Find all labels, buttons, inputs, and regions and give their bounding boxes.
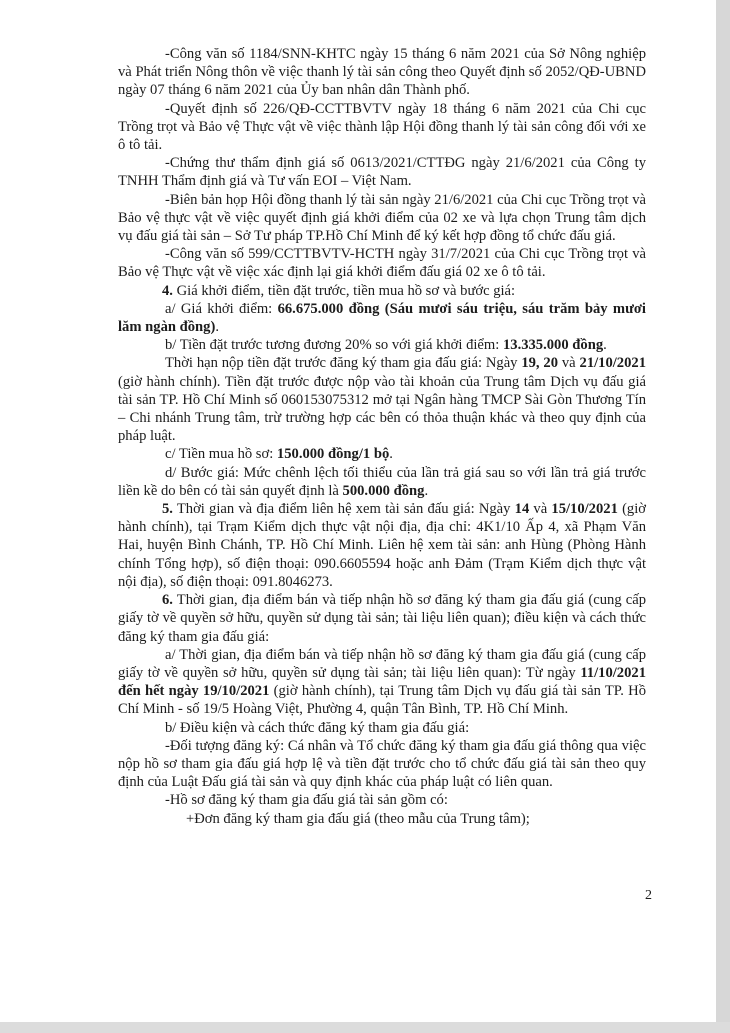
text-run: -Công văn số 599/CCTTBVTV-HCTH ngày 31/7/2021 của Chi cục Trồng trọt và Bảo vệ Thực vật về việc xác định lại giá khởi điểm đấu giá 02 xe ô tô tải. [118, 246, 646, 281]
paragraph [118, 100, 646, 155]
text-run: b/ Tiền đặt trước tương đương 20% so với giá khởi điểm: [165, 337, 503, 354]
text-run: -Quyết định số 226/QĐ-CCTTBVTV ngày 18 tháng 6 năm 2021 của Chi cục Trồng trọt và Bảo vệ Thực vật về việc thành lập Hội đồng thanh lý tài sản công đối với xe ô tô tải. [118, 100, 646, 154]
paragraph [118, 591, 646, 646]
bold-text: 15/10/2021 [551, 501, 618, 518]
bold-text: 5. [162, 501, 173, 518]
text-run: d/ Bước giá: Mức chênh lệch tối thiểu của lần trả giá sau so với lần trả giá trước liền kề do bên có tài sản quyết định là [118, 464, 646, 499]
text-run: -Chứng thư thẩm định giá số 0613/2021/CTTĐG ngày 21/6/2021 của Công ty TNHH Thẩm định giá và Tư vấn EOI – Việt Nam. [118, 155, 646, 190]
text-run: và [529, 501, 552, 518]
paragraph [118, 810, 646, 828]
paragraph [118, 464, 646, 500]
text-run: +Đơn đăng ký tham gia đấu giá (theo mẫu của Trung tâm); [186, 810, 530, 827]
text-run: . [389, 446, 393, 463]
text-run: (giờ hành chính), tại Trạm Kiểm dịch thực vật nội địa, địa chỉ: 4K1/10 Ấp 4, xã Phạm Văn Hai, huyện Bình Chánh, TP. Hồ Chí Minh. Liên hệ xem tài sản: anh Hùng (Phòng Hành chính Tổng hợp), số điện thoại: 090.6605594 hoặc anh Đảm (Trạm Kiểm dịch thực vật nội địa), số điện thoại: 091.8046273. [118, 501, 646, 590]
text-run: . [424, 482, 429, 499]
text-run: a/ Giá khởi điểm: [165, 300, 278, 317]
paragraph [118, 791, 646, 809]
bold-text: 14 [514, 501, 530, 518]
paragraph [118, 300, 646, 336]
text-run: (giờ hành chính), tại Trung tâm Dịch vụ đấu giá tài sản TP. Hồ Chí Minh - số 19/5 Hoàng Việt, Phường 4, quận Tân Bình, TP. Hồ Chí Minh. [118, 683, 646, 718]
bold-text: 150.000 đồng/1 bộ [276, 446, 390, 463]
bold-text: 11/10/2021 đến hết ngày 19/10/2021 [118, 664, 646, 700]
text-run: Giá khởi điểm, tiền đặt trước, tiền mua hồ sơ và bước giá: [172, 282, 516, 299]
text-run: b/ Điều kiện và cách thức đăng ký tham gia đấu giá: [165, 719, 470, 736]
text-run: -Biên bản họp Hội đồng thanh lý tài sản ngày 21/6/2021 của Chi cục Trồng trọt và Bảo vệ thực vật về việc quyết định giá khởi điểm của 02 xe và lựa chọn Trung tâm dịch vụ đấu giá tài sản – Sở Tư pháp TP.Hồ Chí Minh để ký kết hợp đồng tổ chức đấu giá. [118, 191, 646, 245]
scan-edge-right [716, 0, 730, 1033]
paragraph [118, 245, 646, 281]
text-run: Thời gian, địa điểm bán và tiếp nhận hồ sơ đăng ký tham gia đấu giá (cung cấp giấy tờ về quyền sở hữu, quyền sử dụng tài sản; tài liệu liên quan); điều kiện và cách thức đăng ký tham gia đấu giá: [118, 592, 646, 645]
paragraph [118, 191, 646, 246]
paragraph [118, 354, 646, 445]
bold-text: 6. [162, 592, 173, 609]
document-body [118, 45, 646, 828]
text-run: a/ Thời gian, địa điểm bán và tiếp nhận hồ sơ đăng ký tham gia đấu giá (cung cấp giấy tờ về quyền sở hữu, quyền sử dụng tài sản; tài liệu liên quan): Từ ngày [118, 646, 646, 681]
page-number: 2 [645, 888, 652, 903]
text-run: -Công văn số 1184/SNN-KHTC ngày 15 tháng 6 năm 2021 của Sở Nông nghiệp và Phát triển Nông thôn về việc thanh lý tài sản công theo Quyết định số 2052/QĐ-UBND ngày 07 tháng 6 năm 2021 của Ủy ban nhân dân Thành phố. [118, 46, 646, 99]
text-run: . [603, 337, 607, 354]
bold-text: 500.000 đồng [342, 482, 425, 499]
bold-text: 19, 20 [521, 355, 559, 372]
paragraph [118, 719, 646, 737]
paragraph [118, 737, 646, 792]
paragraph [118, 500, 646, 591]
text-run: -Hồ sơ đăng ký tham gia đấu giá tài sản gồm có: [165, 792, 448, 809]
paragraph [118, 336, 646, 354]
text-run: c/ Tiền mua hồ sơ: [165, 446, 277, 463]
paragraph [118, 282, 646, 300]
text-run: . [215, 319, 219, 336]
paragraph [118, 646, 646, 719]
paragraph [118, 45, 646, 100]
text-run: -Đối tượng đăng ký: Cá nhân và Tổ chức đăng ký tham gia đấu giá thông qua việc nộp hồ sơ tham gia đấu giá hợp lệ và tiền đặt trước cho tổ chức đấu giá tài sản theo quy định của Luật Đấu giá tài sản và quy định khác của pháp luật có liên quan. [118, 737, 646, 791]
scan-edge-bottom [0, 1022, 730, 1033]
bold-text: 66.675.000 đồng (Sáu mươi sáu triệu, sáu trăm bảy mươi lăm ngàn đồng) [118, 300, 646, 336]
text-run: và [558, 355, 580, 372]
paragraph [118, 445, 646, 463]
paragraph [118, 154, 646, 190]
text-run: Thời gian và địa điểm liên hệ xem tài sản đấu giá: Ngày [172, 501, 515, 518]
text-run: (giờ hành chính). Tiền đặt trước được nộp vào tài khoản của Trung tâm Dịch vụ đấu giá tài sản TP. Hồ Chí Minh số 060153075312 mở tại Ngân hàng TMCP Sài Gòn Thương Tín – Chi nhánh Trung tâm, trừ trường hợp các bên có thỏa thuận khác và theo quy định của pháp luật. [118, 373, 646, 445]
bold-text: 21/10/2021 [579, 355, 646, 372]
text-run: Thời hạn nộp tiền đặt trước đăng ký tham gia đấu giá: Ngày [165, 355, 522, 372]
bold-text: 13.335.000 đồng [502, 337, 604, 354]
bold-text: 4. [162, 282, 173, 299]
